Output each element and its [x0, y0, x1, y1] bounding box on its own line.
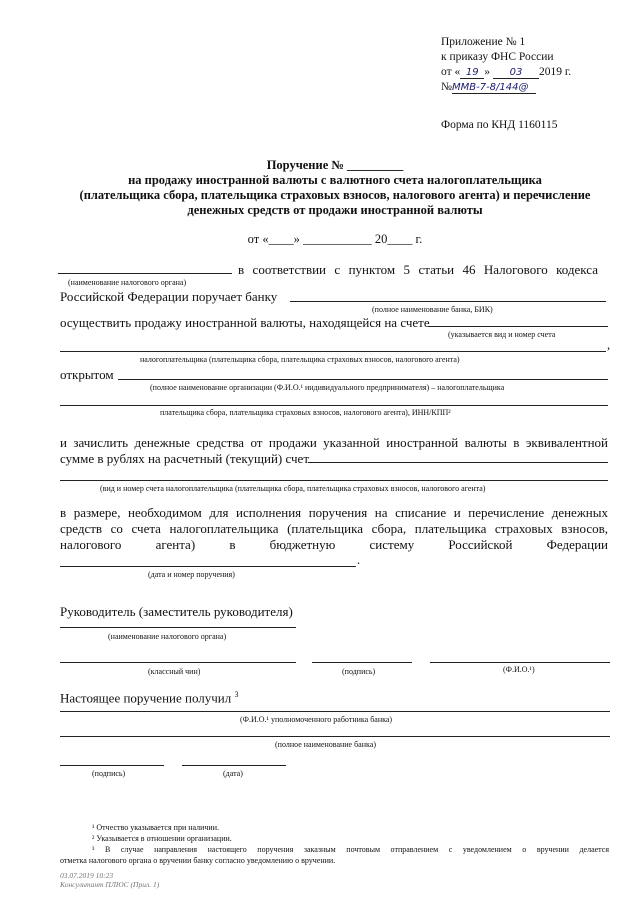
- current-account-field-cont[interactable]: [60, 480, 608, 481]
- bank-name-field[interactable]: [290, 301, 606, 302]
- p5-line3: налогового агента) в бюджетную систему Российской Федерации: [60, 537, 608, 552]
- account-field[interactable]: [428, 326, 608, 327]
- caption-org-cont: плательщика сбора, плательщика страховых взносов, налогового агента), ИНН/КПП²: [160, 408, 451, 417]
- footnote-3-line1: ³ В случае направления настоящего поручения заказным почтовым отправлением с уведомлением о вручении делается: [92, 845, 609, 854]
- signature-field[interactable]: [312, 662, 412, 663]
- title-line3: (плательщика сбора, плательщика страховых взносов, налогового агента) и перечисление: [79, 188, 591, 202]
- caption-bank-full: (полное наименование банка, БИК): [372, 305, 493, 314]
- head-label: Руководитель (заместитель руководителя): [60, 604, 293, 619]
- caption-tax-authority: (наименование налогового органа): [68, 278, 187, 287]
- class-rank-field[interactable]: [60, 662, 296, 663]
- appendix-date-month: 03: [493, 67, 539, 79]
- comma: ,: [607, 338, 611, 352]
- title-line2: на продажу иностранной валюты с валютного счета налогоплательщика: [128, 173, 542, 187]
- print-stamp-date: 03.07.2019 10:23: [60, 871, 114, 880]
- opened-label: открытом: [60, 367, 114, 382]
- form-code: Форма по КНД 1160115: [441, 119, 558, 131]
- p2-text: Российской Федерации поручает банку: [60, 289, 278, 304]
- caption-received-date: (дата): [223, 769, 243, 778]
- tax-authority-field[interactable]: [58, 273, 232, 274]
- received-footnote-mark: 3: [234, 690, 239, 699]
- order-date-field[interactable]: [60, 566, 356, 567]
- caption-account-cont: налогоплательщика (плательщика сбора, плательщика страховых взносов, налогового агента): [140, 355, 460, 364]
- print-stamp-source: Консультант ПЛЮС (Прил. 1): [60, 880, 160, 889]
- fio-field[interactable]: [430, 662, 610, 663]
- received-label: Настоящее поручение получил $^3$: [60, 690, 239, 706]
- footnote-1: ¹ Отчество указывается при наличии.: [92, 823, 219, 832]
- caption-class-rank: (классный чин): [148, 667, 201, 676]
- account-field-cont[interactable]: [60, 351, 606, 352]
- p1-right-text: в соответствии с пунктом 5 статьи 46 Налогового кодекса: [238, 262, 598, 277]
- p4-line1: и зачислить денежные средства от продажи указанной иностранной валюты в эквивалентной: [60, 435, 608, 450]
- appendix-number-value: ММВ-7-8/144@: [452, 82, 536, 94]
- period: .: [357, 553, 361, 567]
- caption-account-type: (указывается вид и номер счета: [448, 330, 556, 339]
- title-line1: Поручение № _________: [266, 158, 404, 172]
- bank-full-name-field[interactable]: [60, 736, 610, 737]
- appendix-number: №ММВ-7-8/144@: [441, 81, 536, 94]
- appendix-line2: к приказу ФНС России: [441, 51, 554, 63]
- appendix-date-day: 19: [460, 67, 484, 79]
- p5-line2: средств со счета налогоплательщика (плательщика сбора, плательщика страховых взносов,: [60, 521, 608, 536]
- p3-text: осуществить продажу иностранной валюты, находящейся на счете: [60, 315, 430, 330]
- bank-employee-field[interactable]: [60, 711, 610, 712]
- footnote-3-line2: отметка налогового органа о вручении банку согласно уведомлению о вручении.: [60, 856, 336, 865]
- caption-org-name: (полное наименование организации (Ф.И.О.¹ индивидуального предпринимателя) – налогоплательщика: [150, 383, 505, 392]
- p4-line2: сумме в рублях на расчетный (текущий) счет: [60, 451, 310, 466]
- caption-signature: (подпись): [342, 667, 376, 676]
- date-line: от «____» ___________ 20____ г.: [247, 232, 423, 246]
- footnote-2: ² Указывается в отношении организации.: [92, 834, 232, 843]
- tax-authority-sign-field[interactable]: [60, 627, 296, 628]
- caption-bank-full-name: (полное наименование банка): [275, 740, 376, 749]
- received-signature-field[interactable]: [60, 765, 164, 766]
- caption-received-signature: (подпись): [92, 769, 126, 778]
- caption-order-date: (дата и номер поручения): [148, 570, 235, 579]
- current-account-field[interactable]: [308, 462, 608, 463]
- org-name-field-cont[interactable]: [60, 405, 608, 406]
- caption-sign-tax-authority: (наименование налогового органа): [108, 632, 227, 641]
- caption-fio: (Ф.И.О.¹): [503, 665, 535, 674]
- received-date-field[interactable]: [182, 765, 286, 766]
- caption-bank-employee: (Ф.И.О.¹ уполномоченного работника банка): [240, 715, 393, 724]
- org-name-field[interactable]: [118, 379, 608, 380]
- caption-current-account: (вид и номер счета налогоплательщика (плательщика сбора, плательщика страховых взносов, налогового агента): [100, 484, 486, 493]
- title-line4: денежных средств от продажи иностранной валюты: [187, 203, 483, 217]
- p5-line1: в размере, необходимом для исполнения поручения на списание и перечисление денежных: [60, 505, 608, 520]
- appendix-date: от « 19 » 03 2019 г.: [441, 66, 572, 78]
- appendix-line1: Приложение № 1: [441, 36, 526, 48]
